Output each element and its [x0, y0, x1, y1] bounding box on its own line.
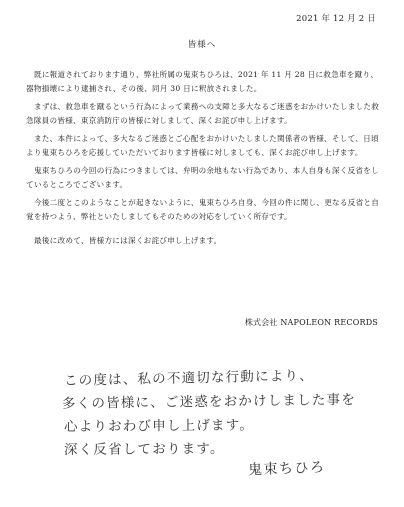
- company-name: 株式会社 NAPOLEON RECORDS: [244, 318, 378, 327]
- paragraph-2: まずは、救急車を蹴るという行為によって業務への支障と多大なるご迷惑をおかけいたしました救急隊員の皆様、東京消防庁の皆様に対しまして、深くお詫び申し上げます。: [26, 102, 380, 125]
- handwritten-line-2: 多くの皆様に、ご迷惑をおかけしました事を: [61, 391, 357, 412]
- handwritten-line-3: 心よりおわび申し上げます。: [63, 417, 255, 435]
- handwritten-line-4: 深く反省しております。: [63, 440, 225, 458]
- handwritten-signature: 鬼束ちひろ: [247, 459, 326, 479]
- paragraph-1: 既に報道されております通り、弊社所属の鬼束ちひろは、2021 年 11 月 28 日に救急車を蹴り、器物損壊により逮捕され、その後、同月 30 日に釈放されました。: [26, 70, 379, 93]
- document-date: 2021 年 12 月 2 日: [296, 14, 376, 24]
- handwritten-note: [61, 367, 384, 462]
- salutation: 皆様へ: [187, 40, 217, 50]
- paragraph-6: 最後に改めて、皆様方には深くお詫び申し上げます。: [34, 236, 222, 245]
- paragraph-4: 鬼束ちひろの今回の行為につきましては、弁明の余地もない行為であり、本人自身も深く反省をしているところでございます。: [26, 166, 379, 189]
- statement-body: [26, 68, 380, 252]
- handwritten-line-1: この度は、私の不適切な行動により、: [63, 367, 315, 389]
- paragraph-5: 今後二度とこのようなことが起きないように、鬼束ちひろ自身、今回の件に関し、更なる反省と自覚を持つよう、弊社といたしましてもそのための対応をしていく所存です。: [26, 198, 380, 221]
- paragraph-3: また、本件によって、多大なるご迷惑とご心配をおかけいたしました関係者の皆様、そして、日頃より鬼束ちひろを応援していただいております皆様に対しましても、深くお詫び申し上げます。: [26, 134, 379, 157]
